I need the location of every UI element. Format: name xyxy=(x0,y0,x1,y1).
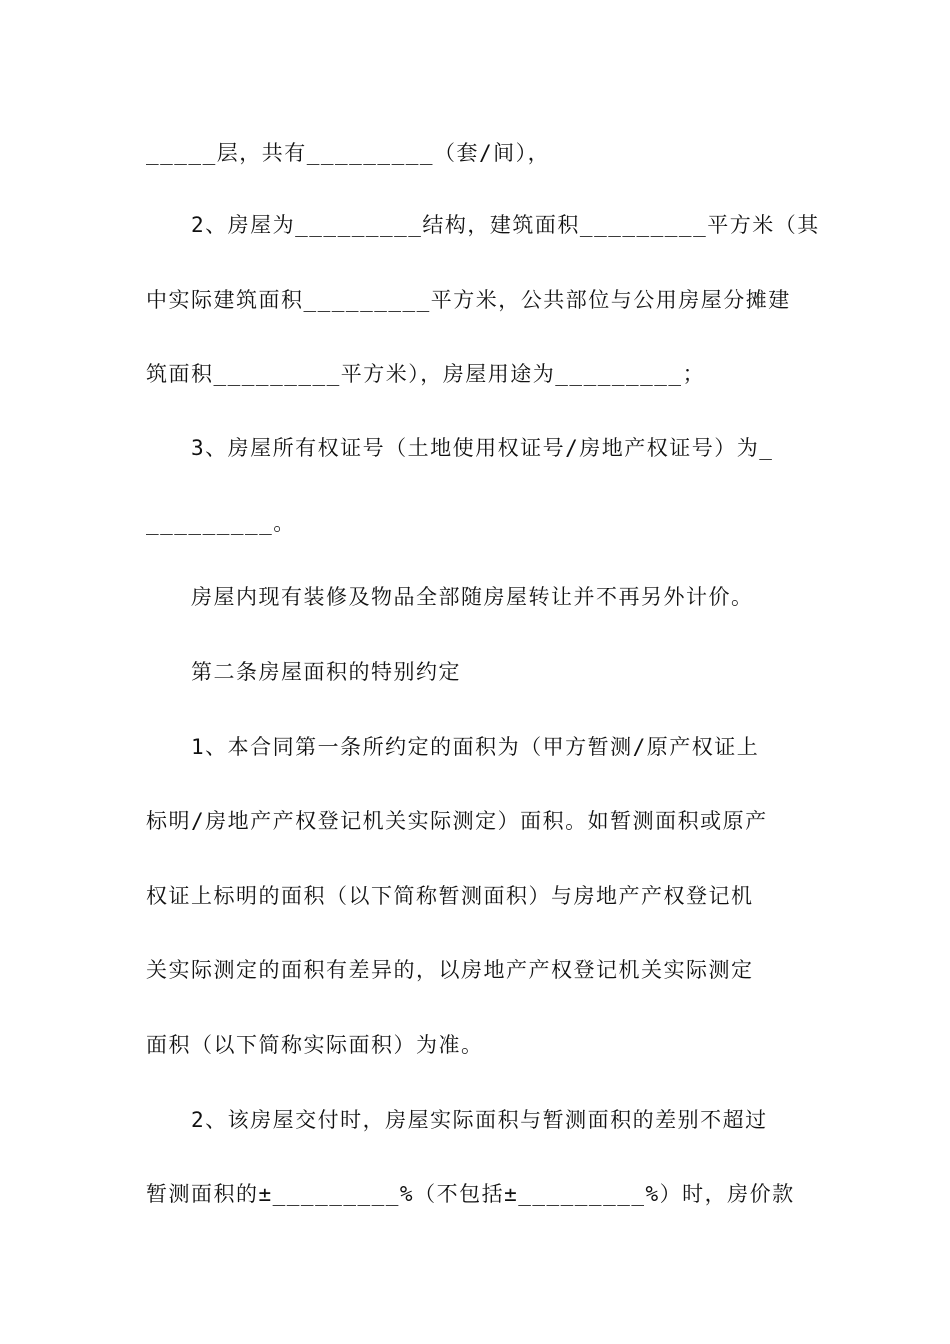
text-line: 面积（以下简称实际面积）为准。 xyxy=(146,1033,484,1057)
text-line: 筑面积_________平方米），房屋用途为_________； xyxy=(146,362,706,386)
text-line: 2、该房屋交付时，房屋实际面积与暂测面积的差别不超过 xyxy=(191,1108,768,1132)
text-line: _________。 xyxy=(146,511,296,535)
text-line: 1、本合同第一条所约定的面积为（甲方暂测/原产权证上 xyxy=(191,735,760,759)
section-heading: 第二条房屋面积的特别约定 xyxy=(191,660,461,684)
text-line: 2、房屋为_________结构，建筑面积_________平方米（其 xyxy=(191,213,820,237)
text-line: 3、房屋所有权证号（土地使用权证号/房地产权证号）为_ xyxy=(191,436,774,460)
text-line: 标明/房地产产权登记机关实际测定）面积。如暂测面积或原产 xyxy=(146,809,768,833)
text-line: 关实际测定的面积有差异的，以房地产产权登记机关实际测定 xyxy=(146,958,754,982)
text-line: 权证上标明的面积（以下简称暂测面积）与房地产产权登记机 xyxy=(146,884,754,908)
text-line: 房屋内现有装修及物品全部随房屋转让并不再另外计价。 xyxy=(191,585,754,609)
text-line: 暂测面积的±_________%（不包括±_________%）时，房价款 xyxy=(146,1182,795,1206)
text-line: _____层，共有_________（套/间）， xyxy=(146,141,551,165)
text-line: 中实际建筑面积_________平方米，公共部位与公用房屋分摊建 xyxy=(146,288,791,312)
